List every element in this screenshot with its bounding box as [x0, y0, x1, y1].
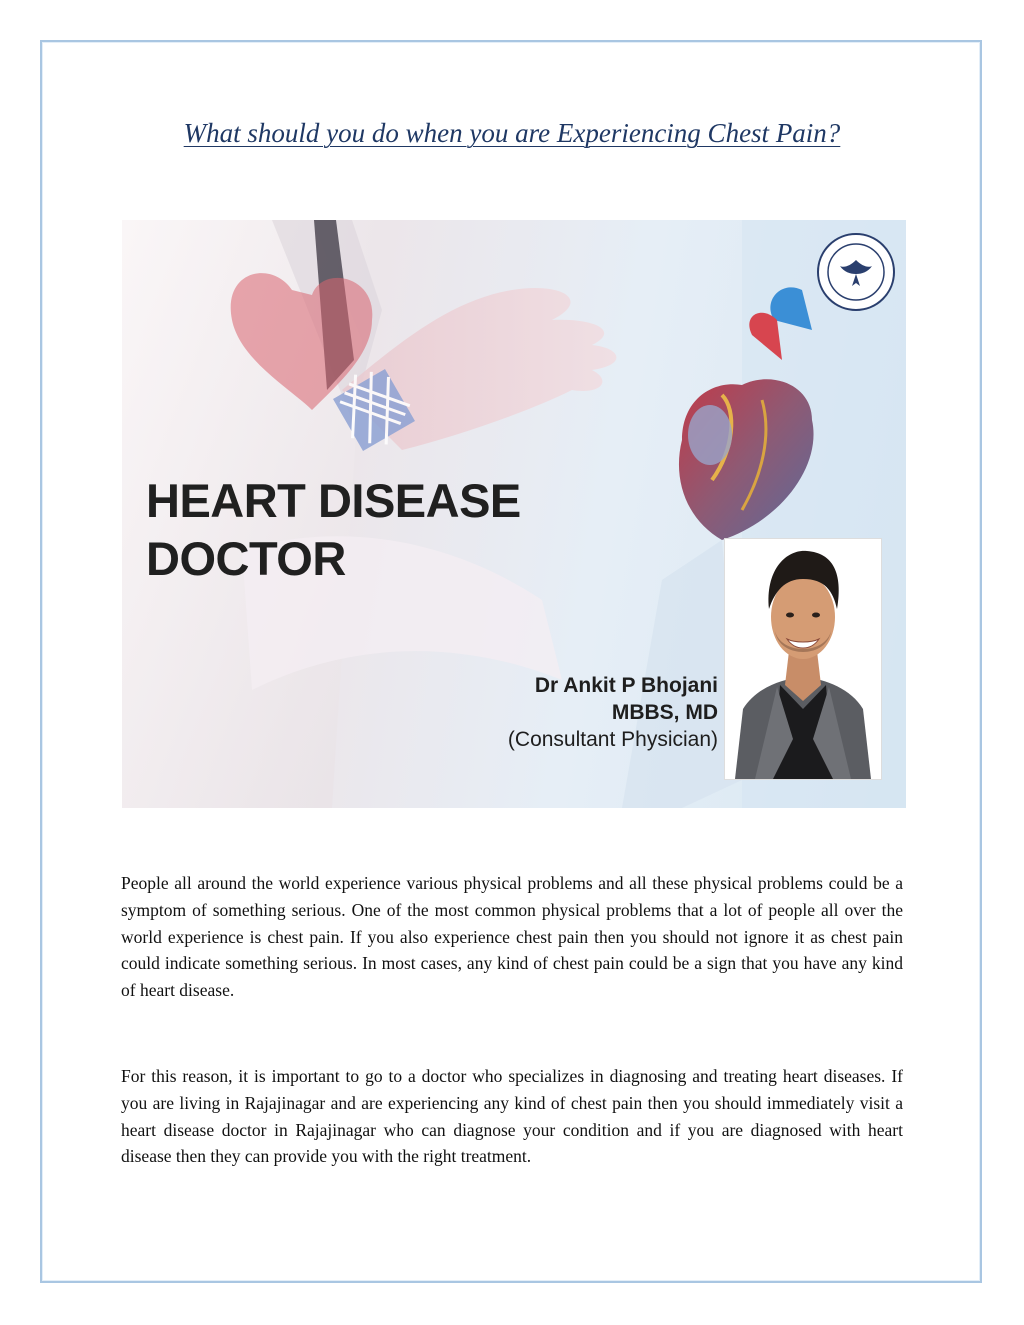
banner-heading-line1: HEART DISEASE — [146, 474, 521, 527]
banner-heading — [146, 472, 521, 588]
hero-banner-image — [122, 220, 906, 808]
paragraph-2: For this reason, it is important to go to a doctor who specializes in diagnosing and treating heart diseases. If you are living in Rajajinagar and are experiencing any kind of chest pain then you should immediately visit a heart disease doctor in Rajajinagar who can diagnose your condition and if you are diagnosed with heart disease then they can provide you with the right treatment. — [121, 1066, 903, 1167]
banner-heading-line2: DOCTOR — [146, 532, 346, 585]
document-title: What should you do when you are Experiencing Chest Pain? — [183, 118, 841, 148]
clinic-emblem-icon — [816, 232, 896, 312]
doctor-name: Dr Ankit P Bhojani — [534, 674, 718, 697]
doctor-degree: MBBS, MD — [611, 701, 718, 724]
paragraph-1: People all around the world experience various physical problems and all these physical problems could be a symptom of something serious. One of the most common physical problems that a lot of people all over the world experience is chest pain. If you also experience chest pain then you should not ignore it as chest pain could indicate something serious. In most cases, any kind of chest pain could be a sign that you have any kind of heart disease. — [121, 873, 903, 1001]
doctor-photo — [724, 538, 882, 780]
doctor-info — [508, 672, 718, 753]
doctor-role: (Consultant Physician) — [507, 728, 718, 751]
